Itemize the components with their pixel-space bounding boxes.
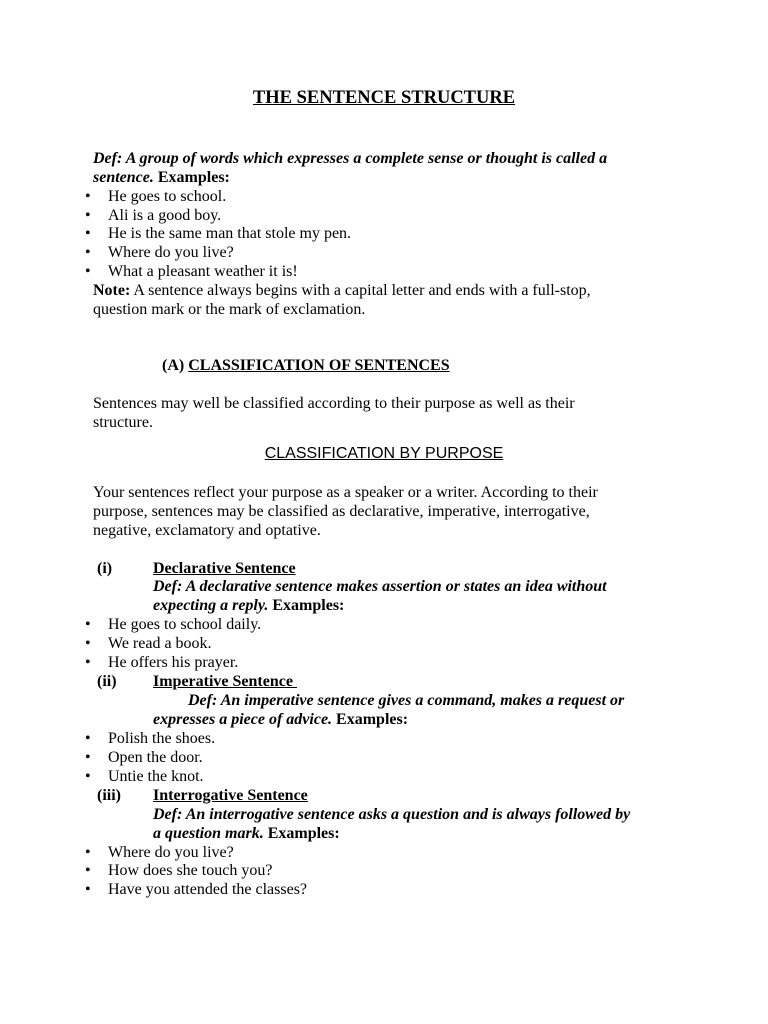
list-item-text: Have you attended the classes? — [108, 881, 308, 898]
list-item-text: We read a book. — [108, 635, 212, 652]
imperative-def-2 — [153, 710, 408, 729]
imperative-def-2-text: expresses a piece of advice. — [153, 711, 333, 728]
list-item-text: Open the door. — [108, 749, 203, 766]
note-text: A sentence always begins with a capital letter and ends with a full-stop, — [130, 282, 591, 299]
note-label: Note: — [93, 282, 131, 299]
interrogative-number: (iii) — [97, 787, 121, 804]
bullet-icon: • — [85, 654, 91, 671]
definition-line-1: Def: A group of words which expresses a complete sense or thought is called a — [93, 150, 608, 167]
examples-label: Examples: — [268, 597, 345, 614]
purpose-heading: CLASSIFICATION BY PURPOSE — [264, 445, 504, 462]
note-line-2: question mark or the mark of exclamation. — [93, 301, 366, 318]
definition-line-2 — [93, 168, 230, 187]
interrogative-def-1: Def: An interrogative sentence asks a question and is always followed by — [153, 806, 631, 823]
section-prefix: (A) — [162, 357, 189, 374]
intro-line-2: structure. — [93, 414, 153, 431]
list-item-text: Where do you live? — [108, 844, 234, 861]
examples-label: Examples: — [332, 711, 409, 728]
section-title: CLASSIFICATION OF SENTENCES — [188, 357, 450, 374]
list-item-text: Where do you live? — [108, 244, 234, 261]
purpose-line-1: Your sentences reflect your purpose as a speaker or a writer. According to their — [93, 484, 598, 501]
bullet-icon: • — [85, 730, 91, 747]
declarative-heading: Declarative Sentence — [153, 560, 296, 577]
intro-line-1: Sentences may well be classified according to their purpose as well as their — [93, 395, 575, 412]
definition-word: sentence. — [93, 169, 154, 186]
bullet-icon: • — [85, 207, 91, 224]
list-item-text: He is the same man that stole my pen. — [108, 225, 352, 242]
bullet-icon: • — [85, 616, 91, 633]
imperative-number: (ii) — [97, 673, 117, 690]
examples-label: Examples: — [153, 169, 230, 186]
declarative-number: (i) — [97, 560, 113, 577]
list-item-text: How does she touch you? — [108, 862, 273, 879]
bullet-icon: • — [85, 749, 91, 766]
purpose-line-3: negative, exclamatory and optative. — [93, 522, 321, 539]
bullet-icon: • — [85, 768, 91, 785]
bullet-icon: • — [85, 844, 91, 861]
interrogative-def-2 — [153, 824, 340, 843]
list-item-text: He offers his prayer. — [108, 654, 239, 671]
bullet-icon: • — [85, 225, 91, 242]
list-item-text: He goes to school daily. — [108, 616, 262, 633]
page-title: THE SENTENCE STRUCTURE — [252, 88, 516, 108]
bullet-icon: • — [85, 862, 91, 879]
declarative-def-1: Def: A declarative sentence makes assertion or states an idea without — [153, 578, 607, 595]
section-heading — [162, 356, 450, 375]
note-line-1 — [93, 281, 693, 300]
declarative-def-2-text: expecting a reply. — [153, 597, 269, 614]
bullet-icon: • — [85, 635, 91, 652]
purpose-line-2: purpose, sentences may be classified as declarative, imperative, interrogative, — [93, 503, 590, 520]
bullet-icon: • — [85, 881, 91, 898]
list-item-text: He goes to school. — [108, 188, 227, 205]
imperative-def-1: Def: An imperative sentence gives a command, makes a request or — [188, 692, 625, 709]
imperative-heading: Imperative Sentence — [153, 673, 297, 690]
list-item-text: Ali is a good boy. — [108, 207, 222, 224]
bullet-icon: • — [85, 244, 91, 261]
bullet-icon: • — [85, 188, 91, 205]
list-item-text: What a pleasant weather it is! — [108, 263, 298, 280]
examples-label: Examples: — [263, 825, 340, 842]
list-item-text: Polish the shoes. — [108, 730, 216, 747]
declarative-def-2 — [153, 596, 344, 615]
interrogative-def-2-text: a question mark. — [153, 825, 264, 842]
interrogative-heading: Interrogative Sentence — [153, 787, 308, 804]
list-item-text: Untie the knot. — [108, 768, 204, 785]
bullet-icon: • — [85, 263, 91, 280]
